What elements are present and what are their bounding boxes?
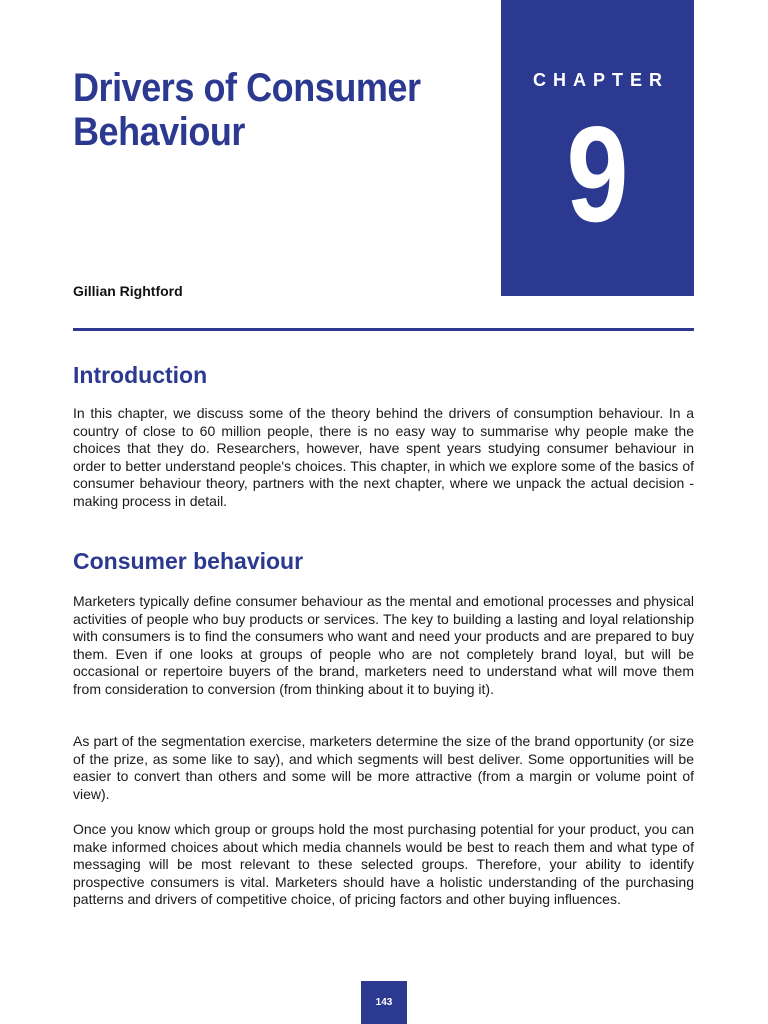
chapter-title-line-2: Behaviour <box>73 110 245 154</box>
heading-introduction: Introduction <box>73 362 208 388</box>
chapter-number: 9 <box>566 98 629 250</box>
chapter-badge <box>501 0 694 296</box>
introduction-paragraph: In this chapter, we discuss some of the theory behind the drivers of consumption behaviour. In a country of close to 60 million people, there is no easy way to summarise why people make the choices that they do. Researchers, however, have spent years studying consumer behaviour in order to better understand people's choices. This chapter, in which we explore some of the basics of consumer behaviour theory, partners with the next chapter, where we unpack the actual decision -making process in detail. <box>73 405 694 509</box>
title-divider <box>73 328 694 331</box>
consumer-behaviour-paragraph-2: As part of the segmentation exercise, marketers determine the size of the brand opportunity (or size of the prize, as some like to say), and which segments will best deliver. Some opportunities will be easier to convert than others and some will be more attractive (from a margin or volume point of view). <box>73 733 694 802</box>
consumer-behaviour-paragraph-3: Once you know which group or groups hold the most purchasing potential for your product, you can make informed choices about which media channels would be best to reach them and what type of messaging will be most relevant to these selected groups. Therefore, your ability to identify prospective consumers is vital. Marketers should have a holistic understanding of the purchasing patterns and drivers of competitive choice, of pricing factors and other buying influences. <box>73 821 694 908</box>
page-number: 143 <box>361 981 407 1024</box>
heading-consumer-behaviour: Consumer behaviour <box>73 548 304 574</box>
chapter-label: CHAPTER <box>532 70 669 90</box>
chapter-title-line-1: Drivers of Consumer <box>73 66 421 110</box>
consumer-behaviour-paragraph-1: Marketers typically define consumer behaviour as the mental and emotional processes and physical activities of people who buy products or services. The key to building a lasting and loyal relationship with consumers is to find the consumers who want and need your products and are prepared to buy them. Even if one looks at groups of people who are not completely brand loyal, but will be occasional or repertoire buyers of the brand, marketers need to understand what will move them from consideration to conversion (from thinking about it to buying it). <box>73 593 694 697</box>
author-name: Gillian Rightford <box>73 283 183 299</box>
chapter-title <box>73 66 451 154</box>
